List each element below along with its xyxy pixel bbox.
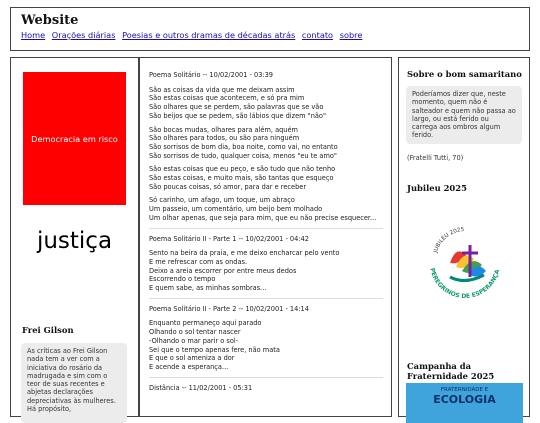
poem-stanza xyxy=(149,196,383,222)
poem-line: São estas coisas, e muito mais, são tantas que esqueço xyxy=(149,174,334,183)
poem-stanza xyxy=(149,86,383,121)
nav-poesias-link[interactable]: Poesias e outros dramas de décadas atrás xyxy=(122,30,296,40)
nav-home-link[interactable]: Home xyxy=(21,30,46,40)
frei-gilson-text: As críticas ao Frei Gilson nada tem a ver com a iniciativa do rosário da madrugada e sim com o teor de suas recentes e abjetas declarações depreciativas às mulheres. Há propósito, xyxy=(21,343,127,423)
poem-line: São estas coisas que eu peço, e são tudo que não tenho xyxy=(149,165,336,174)
nav-contato-link[interactable]: contato xyxy=(301,30,334,40)
poem-line: São as coisas da vida que me deixam assim xyxy=(149,85,295,94)
nav-sobre-link[interactable]: sobre xyxy=(339,30,363,40)
poem-line: E acende a esperança... xyxy=(149,362,229,371)
poem-line: São olhares que se perdem, são palavras que se vão xyxy=(149,103,324,112)
site-header xyxy=(10,7,530,51)
poem-separator xyxy=(149,228,383,229)
poem-title[interactable]: Poema Solitário II - Parte 2 -- 10/02/2001 - 14:14 xyxy=(149,304,309,313)
poem-line: Um olhar apenas, que seja para mim, que eu não precise esquecer... xyxy=(149,213,377,222)
campanha-line1: FRATERNIDADE E xyxy=(440,387,489,393)
poem-line: E quem sabe, as minhas sombras... xyxy=(149,284,267,293)
poem-line: Olhando o sol tentar nascer xyxy=(149,328,241,337)
democracia-banner-text: Democracia em risco xyxy=(31,133,118,144)
right-sidebar xyxy=(398,57,530,417)
poem-line: Deixo a areia escorrer por entre meus dedos xyxy=(149,266,297,275)
poem-line: São bocas mudas, olhares para além, aquém xyxy=(149,125,298,134)
nav-oracoes-link[interactable]: Orações diárias xyxy=(51,30,116,40)
poem-line: São estas coisas que acontecem, e só pra mim xyxy=(149,94,305,103)
poem-line: São beijos que se pedem, são lábios que dizem "não" xyxy=(149,111,326,120)
jubileu-logo-bottom-text: PEREGRINOS DE ESPERANÇA xyxy=(428,267,502,301)
poems-content[interactable] xyxy=(139,57,392,417)
poem-stanza xyxy=(149,165,383,191)
poem-stanza xyxy=(149,249,383,293)
left-sidebar xyxy=(10,57,139,417)
logo-wave xyxy=(450,275,484,281)
site-title[interactable]: Website xyxy=(21,13,79,28)
poem-line: -Olhando o mar parir o sol- xyxy=(149,336,239,345)
quote-reference: (Fratelli Tutti, 70) xyxy=(407,154,464,162)
poem-line: Sento na beira da praia, e me deixo encharcar pelo vento xyxy=(149,249,340,258)
poem-line: Um passeio, um comentário, um beijo bem molhado xyxy=(149,205,323,214)
campanha-title: Campanha da Fraternidade 2025 xyxy=(407,361,495,381)
poem-line: Escorrendo o tempo xyxy=(149,275,216,284)
democracia-banner[interactable] xyxy=(23,72,126,205)
poem-line: Sei que o tempo apenas fere, não mata xyxy=(149,345,280,354)
poem-title[interactable]: Poema Solitário II - Parte 1 -- 10/02/2001 - 04:42 xyxy=(149,234,309,243)
jubileu-logo-top-text: JUBILEU 2025 xyxy=(433,226,465,254)
poem-stanza xyxy=(149,126,383,161)
poem-line: São sorrisos de bom dia, boa noite, como vai, no entanto xyxy=(149,142,338,151)
campanha-banner[interactable] xyxy=(406,383,523,423)
poem-title[interactable]: Distância -- 11/02/2001 - 05:31 xyxy=(149,383,253,392)
jubileu-title: Jubileu 2025 xyxy=(407,183,467,193)
poem-separator xyxy=(149,298,383,299)
main-nav xyxy=(21,30,519,41)
poem-stanza xyxy=(149,319,383,371)
jubileu-logo-figures xyxy=(450,245,486,281)
campanha-line2: ECOLOGIA xyxy=(433,393,496,406)
poem-line: Só carinho, um afago, um toque, um abraço xyxy=(149,196,295,205)
poem-line: E que o sol ameniza a dor xyxy=(149,354,235,363)
poem-title[interactable]: Poema Solitário -- 10/02/2001 - 03:39 xyxy=(149,71,274,79)
justica-word: justiça xyxy=(36,228,113,254)
jubileu-logo[interactable] xyxy=(420,215,510,305)
poem-line: Enquanto permaneço aqui parado xyxy=(149,319,262,328)
frei-gilson-title: Frei Gilson xyxy=(22,325,74,335)
poem-list xyxy=(140,58,391,392)
bom-samaritano-quote: Poderíamos dizer que, neste momento, quem não é salteador e quem não passa ao largo, ou está ferido ou carrega aos ombros algum ferido. xyxy=(406,86,522,144)
poem-line: E me refrescar com as ondas. xyxy=(149,257,248,266)
poem-line: São poucas coisas, só amor, para dar e receber xyxy=(149,182,307,191)
bom-samaritano-title: Sobre o bom samaritano xyxy=(407,69,522,79)
poem-line: São sorrisos de tudo, qualquer coisa, menos "eu te amo" xyxy=(149,151,337,160)
poem-line: São olhares para todos, ou são para ninguém xyxy=(149,134,300,143)
poem-separator xyxy=(149,377,383,378)
